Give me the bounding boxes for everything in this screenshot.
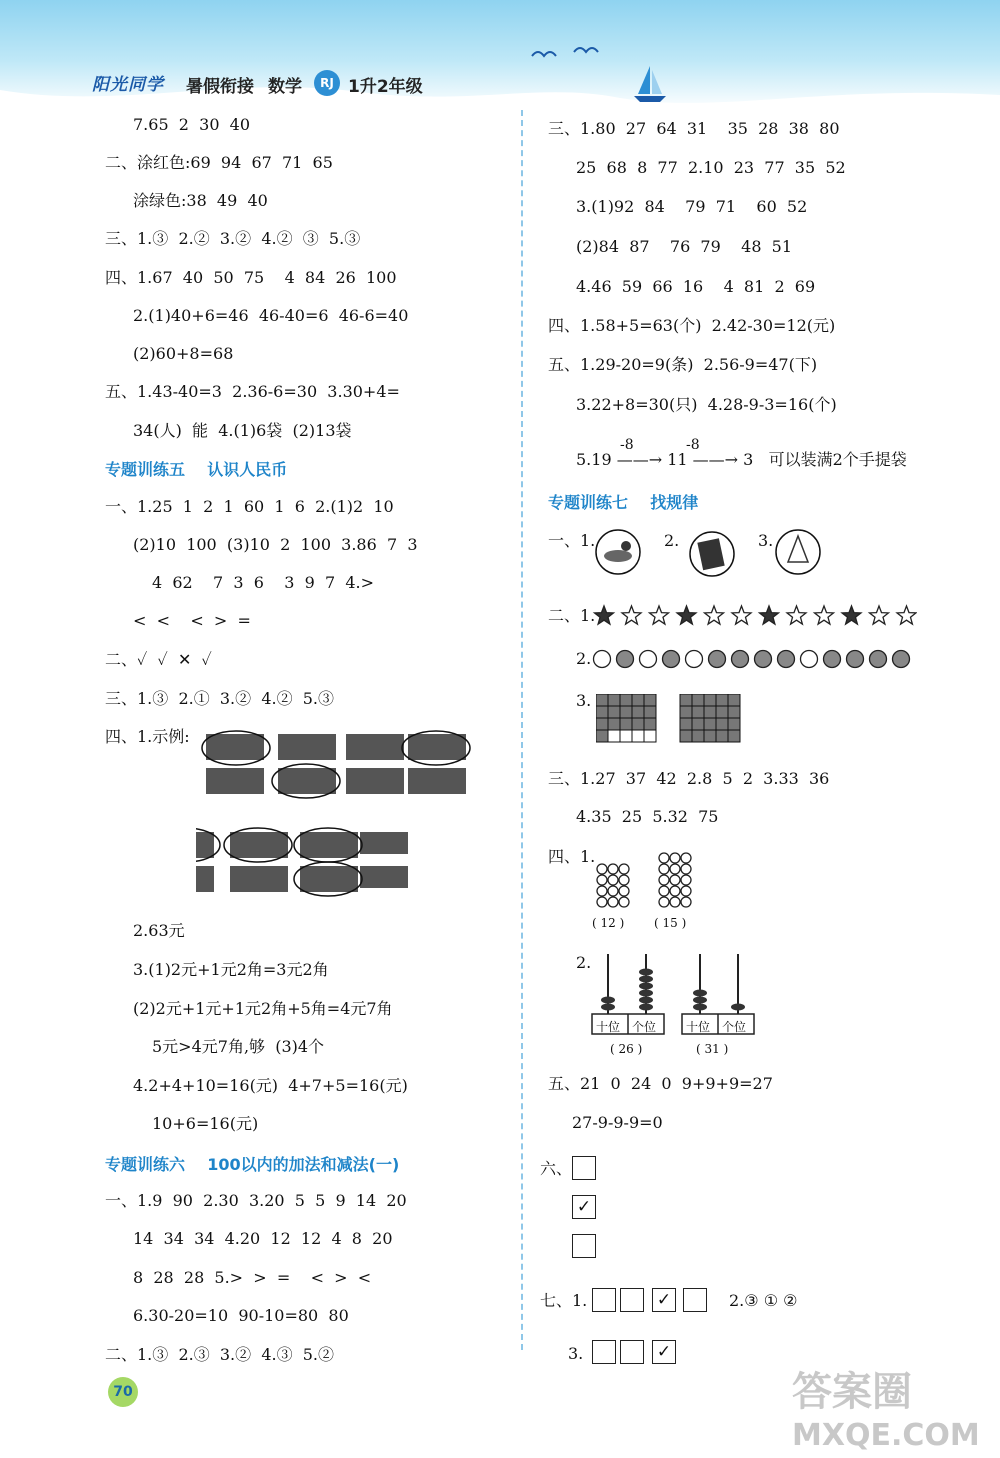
bead xyxy=(681,886,691,896)
star-shape xyxy=(870,606,889,624)
item-label: 3. xyxy=(758,531,774,550)
bead xyxy=(597,864,607,874)
answer-line: 8 28 28 5.> > = < > < xyxy=(133,1268,372,1287)
abacus-label: 十位 xyxy=(686,1020,711,1034)
grid-cell xyxy=(692,718,704,730)
answer-line: 七、1. xyxy=(540,1291,588,1310)
grid-cell xyxy=(704,718,716,730)
answer-box xyxy=(572,1156,596,1180)
answer-line: 10+6=16(元) xyxy=(152,1114,259,1133)
bead xyxy=(670,864,680,874)
grid-cell xyxy=(680,730,692,742)
watermark-text xyxy=(792,1370,980,1458)
answer-box xyxy=(620,1340,644,1364)
answer-line: 5元>4元7角,够 (3)4个 xyxy=(152,1037,325,1056)
answer-line: 4.2+4+10=16(元) 4+7+5=16(元) xyxy=(133,1076,408,1095)
answer-line: 三、1.80 27 64 31 35 28 38 80 xyxy=(548,119,840,138)
section-title: 专题训练七 找规律 xyxy=(548,493,699,512)
grid-cell xyxy=(692,694,704,706)
grid-cell xyxy=(644,706,656,718)
answer-line: 三、1.27 37 42 2.8 5 2 3.33 36 xyxy=(548,769,830,788)
bead xyxy=(681,864,691,874)
bead xyxy=(659,853,669,863)
grid-cell xyxy=(644,718,656,730)
grid-cell xyxy=(620,718,632,730)
answer-line: (2)2元+1元+1元2角+5角=4元7角 xyxy=(133,999,393,1018)
star-shape xyxy=(815,606,834,624)
answer-line: 一、1.25 1 2 1 60 1 6 2.(1)2 10 xyxy=(105,497,394,516)
circle-shape xyxy=(870,651,887,668)
grid-cell xyxy=(608,730,620,742)
answer-line: 四、1. xyxy=(548,847,596,866)
edition-badge: RJ xyxy=(314,70,340,96)
grid-cell xyxy=(596,718,608,730)
grid-cell xyxy=(644,694,656,706)
answer-line: 四、1.58+5=63(个) 2.42-30=12(元) xyxy=(548,316,836,335)
circle-pattern xyxy=(592,648,922,670)
item-label: 3. xyxy=(576,691,592,710)
answer-line: 4.35 25 5.32 75 xyxy=(576,807,719,826)
subject-label: 数学 xyxy=(268,77,302,97)
answer-box-checked: ✓ xyxy=(652,1288,676,1312)
grid-cell xyxy=(596,730,608,742)
answer-line: 三、1.③ 2.① 3.② 4.② 5.③ xyxy=(105,689,335,708)
star-shape xyxy=(677,606,696,624)
bead-count-label: ( 12 ) xyxy=(592,916,625,930)
arrow-label: -8 xyxy=(620,437,634,453)
grid-cell xyxy=(596,694,608,706)
grid-cell xyxy=(596,706,608,718)
answer-line: 五、21 0 24 0 9+9+9=27 xyxy=(548,1074,773,1093)
grid-cell xyxy=(608,706,620,718)
bead xyxy=(608,875,618,885)
answer-line: 3.22+8=30(只) 4.28-9-3=16(个) xyxy=(576,395,837,414)
bead xyxy=(659,897,669,907)
circle-shape xyxy=(732,651,749,668)
star-shape xyxy=(897,606,916,624)
grid-cell xyxy=(728,730,740,742)
abacus-label: 十位 xyxy=(596,1020,621,1034)
page-number: 70 xyxy=(108,1377,138,1407)
circle-shape xyxy=(594,651,611,668)
grid-cell xyxy=(692,730,704,742)
answer-line: 3.(1)2元+1元2角=3元2角 xyxy=(133,960,329,979)
bead xyxy=(608,897,618,907)
answer-line: 二、1.③ 2.③ 3.② 4.③ 5.② xyxy=(105,1345,335,1364)
circle-shape xyxy=(893,651,910,668)
bead xyxy=(681,875,691,885)
grid-cell xyxy=(680,706,692,718)
answer-line: 3. xyxy=(568,1344,584,1363)
abacus-value: ( 31 ) xyxy=(696,1042,729,1056)
answer-line: 34(人) 能 4.(1)6袋 (2)13袋 xyxy=(133,421,352,440)
bead xyxy=(608,864,618,874)
answer-line: 一、1.9 90 2.30 3.20 5 5 9 14 20 xyxy=(105,1191,407,1210)
answer-line: 5.19 ——→ 11 ——→ 3 可以装满2个手提袋 xyxy=(576,450,907,469)
grid-cell xyxy=(716,706,728,718)
pattern-answer-icons xyxy=(592,528,832,580)
bead-groups xyxy=(592,846,712,912)
grid-cell xyxy=(620,706,632,718)
grid-cell xyxy=(632,718,644,730)
bead xyxy=(670,886,680,896)
circle-shape xyxy=(778,651,795,668)
item-label: 2. xyxy=(664,531,680,550)
grid-cell xyxy=(620,694,632,706)
item-label: 2. xyxy=(576,953,592,972)
grade-label: 1升2年级 xyxy=(348,77,423,97)
answer-line: 27-9-9-9=0 xyxy=(572,1113,663,1132)
watermark xyxy=(792,1370,980,1458)
grid-cell xyxy=(728,694,740,706)
answer-line: 3.(1)92 84 79 71 60 52 xyxy=(576,197,808,216)
arrow-label: -8 xyxy=(686,437,700,453)
answer-line: 2.③ ① ② xyxy=(729,1291,798,1310)
answer-line: (2)60+8=68 xyxy=(133,344,234,363)
column-divider xyxy=(521,110,523,1350)
star-shape xyxy=(787,606,806,624)
answer-line: < < < > = xyxy=(133,611,251,630)
star-shape xyxy=(595,606,614,624)
grid-cell xyxy=(680,694,692,706)
bead xyxy=(670,897,680,907)
bead-count-label: ( 15 ) xyxy=(654,916,687,930)
grid-cell xyxy=(728,718,740,730)
answer-line: 二、✓ ✓ ✕ ✓ xyxy=(105,650,212,669)
grid-pattern xyxy=(596,694,746,746)
item-label: 2. xyxy=(576,649,592,668)
circle-shape xyxy=(617,651,634,668)
answer-box xyxy=(620,1288,644,1312)
bead xyxy=(659,875,669,885)
watermark-part: 答案圈 xyxy=(792,1369,912,1415)
answer-line: 4.46 59 66 16 4 81 2 69 xyxy=(576,277,816,296)
answer-line: (2)10 100 (3)10 2 100 3.86 7 3 xyxy=(133,535,418,554)
bead xyxy=(597,897,607,907)
circle-shape xyxy=(640,651,657,668)
answer-line: 涂绿色:38 49 40 xyxy=(133,191,268,210)
bead xyxy=(608,886,618,896)
answer-line: 25 68 8 77 2.10 23 77 35 52 xyxy=(576,158,846,177)
section-title: 专题训练五 认识人民币 xyxy=(105,460,288,479)
answer-box xyxy=(592,1340,616,1364)
answer-box-checked: ✓ xyxy=(652,1340,676,1364)
answer-box xyxy=(683,1288,707,1312)
grid-cell xyxy=(632,694,644,706)
answer-line: 四、1.示例: xyxy=(105,727,190,746)
bead xyxy=(597,875,607,885)
answer-line: 二、1. xyxy=(548,606,596,625)
star-shape xyxy=(842,606,861,624)
answer-line: 一、1. xyxy=(548,531,596,550)
star-shape xyxy=(705,606,724,624)
grid-cell xyxy=(692,706,704,718)
bead xyxy=(681,853,691,863)
bead xyxy=(670,853,680,863)
grid-cell xyxy=(644,730,656,742)
grid-cell xyxy=(608,694,620,706)
sailboat-icon xyxy=(630,62,670,106)
grid-cell xyxy=(716,718,728,730)
answer-line: (2)84 87 76 79 48 51 xyxy=(576,237,793,256)
grid-cell xyxy=(716,730,728,742)
answer-line: 三、1.③ 2.② 3.② 4.② ③ 5.③ xyxy=(105,229,361,248)
grid-cell xyxy=(680,718,692,730)
bead xyxy=(681,897,691,907)
answer-line: 五、1.43-40=3 2.36-6=30 3.30+4= xyxy=(105,382,400,401)
grid-cell xyxy=(608,718,620,730)
grid-cell xyxy=(704,694,716,706)
answer-box xyxy=(572,1234,596,1258)
watermark-part: MXQE.COM xyxy=(792,1418,980,1453)
abacus-label: 个位 xyxy=(632,1020,657,1034)
star-shape xyxy=(732,606,751,624)
answer-line: 2.(1)40+6=46 46-40=6 46-6=40 xyxy=(133,306,409,325)
bead xyxy=(619,886,629,896)
star-shape xyxy=(622,606,641,624)
answer-line: 2.63元 xyxy=(133,921,185,940)
abacus-value: ( 26 ) xyxy=(610,1042,643,1056)
grid-cell xyxy=(632,706,644,718)
grid-cell xyxy=(716,694,728,706)
circle-shape xyxy=(755,651,772,668)
bead xyxy=(619,875,629,885)
answer-line: 6.30-20=10 90-10=80 80 xyxy=(133,1306,349,1325)
grid-cell xyxy=(704,730,716,742)
star-pattern xyxy=(592,603,917,629)
bead xyxy=(670,875,680,885)
brand-logo: 阳光同学 xyxy=(92,75,164,95)
circle-shape xyxy=(663,651,680,668)
circle-shape xyxy=(709,651,726,668)
section-title: 专题训练六 100以内的加法和减法(一) xyxy=(105,1155,400,1174)
grid-cell xyxy=(704,706,716,718)
circle-shape xyxy=(801,651,818,668)
answer-box xyxy=(592,1288,616,1312)
star-shape xyxy=(760,606,779,624)
circle-shape xyxy=(847,651,864,668)
grid-cell xyxy=(632,730,644,742)
bead xyxy=(659,864,669,874)
answer-box-checked: ✓ xyxy=(572,1195,596,1219)
bead xyxy=(619,864,629,874)
circle-shape xyxy=(686,651,703,668)
abacus-label: 个位 xyxy=(722,1020,747,1034)
seagull-icon xyxy=(530,44,600,64)
answer-line: 六、 xyxy=(540,1159,573,1178)
bead xyxy=(619,897,629,907)
answer-line: 14 34 34 4.20 12 12 4 8 20 xyxy=(133,1229,393,1248)
answer-line: 4 62 7 3 6 3 9 7 4.> xyxy=(152,573,375,592)
answer-line: 四、1.67 40 50 75 4 84 26 100 xyxy=(105,268,397,287)
banknote-illustration xyxy=(196,726,476,901)
star-shape xyxy=(650,606,669,624)
grid-cell xyxy=(620,730,632,742)
grid-cell xyxy=(728,706,740,718)
circle-shape xyxy=(824,651,841,668)
bead xyxy=(659,886,669,896)
answer-line: 二、涂红色:69 94 67 71 65 xyxy=(105,153,333,172)
bead xyxy=(597,886,607,896)
answer-line: 五、1.29-20=9(条) 2.56-9=47(下) xyxy=(548,355,818,374)
answer-line: 7.65 2 30 40 xyxy=(133,115,251,134)
book-title: 暑假衔接 xyxy=(186,77,254,97)
